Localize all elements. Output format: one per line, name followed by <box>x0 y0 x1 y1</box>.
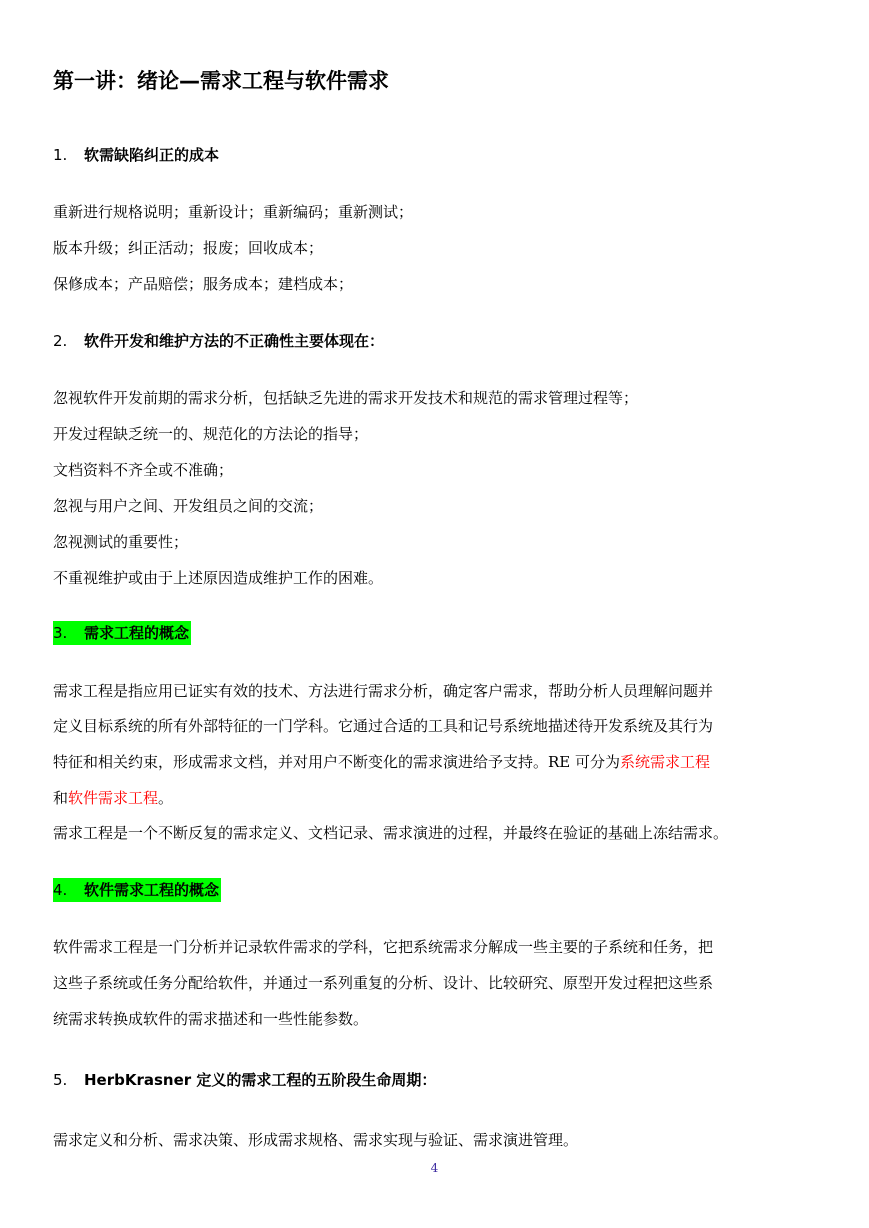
paragraph-line <box>53 751 710 773</box>
red-term-system-re: 系统需求工程 <box>620 753 711 771</box>
paragraph-line: 重新进行规格说明；重新设计；重新编码；重新测试； <box>53 203 414 221</box>
section-2-number: 2. <box>53 332 68 350</box>
paragraph-line: 文档资料不齐全或不准确； <box>53 461 234 479</box>
section-1-heading <box>53 142 219 168</box>
section-3-heading <box>53 620 191 646</box>
highlight-marker <box>53 878 221 902</box>
section-5-heading <box>53 1067 436 1093</box>
section-1-title: 软需缺陷纠正的成本 <box>84 146 220 164</box>
paragraph-line: 软件需求工程是一门分析并记录软件需求的学科，它把系统需求分解成一些主要的子系统和任务，把 <box>53 938 714 956</box>
paragraph-line: 不重视维护或由于上述原因造成维护工作的困难。 <box>53 569 384 587</box>
paragraph-line: 统需求转换成软件的需求描述和一些性能参数。 <box>53 1010 369 1028</box>
paragraph-line: 定义目标系统的所有外部特征的一门学科。它通过合适的工具和记号系统地描述待开发系统及其行为 <box>53 717 714 735</box>
paragraph-line: 忽视与用户之间、开发组员之间的交流； <box>53 497 324 515</box>
paragraph-line: 需求定义和分析、需求决策、形成需求规格、需求实现与验证、需求演进管理。 <box>53 1131 579 1149</box>
paragraph-line: 需求工程是指应用已证实有效的技术、方法进行需求分析，确定客户需求，帮助分析人员理解问题并 <box>53 682 714 700</box>
section-4-heading <box>53 877 221 903</box>
paragraph-line: 版本升级；纠正活动；报废；回收成本； <box>53 239 324 257</box>
paragraph-line: 需求工程是一个不断反复的需求定义、文档记录、需求演进的过程，并最终在验证的基础上冻结需求。 <box>53 824 729 842</box>
section-4-title: 软件需求工程的概念 <box>84 881 220 899</box>
section-2-heading <box>53 328 384 354</box>
paragraph-line: 开发过程缺乏统一的、规范化的方法论的指导； <box>53 425 369 443</box>
paragraph-line: 忽视软件开发前期的需求分析，包括缺乏先进的需求开发技术和规范的需求管理过程等； <box>53 389 639 407</box>
paragraph-text: 和 <box>53 789 69 807</box>
section-3-number: 3. <box>53 624 68 642</box>
paragraph-line: 保修成本；产品赔偿；服务成本；建档成本； <box>53 275 354 293</box>
red-term-software-re: 软件需求工程 <box>68 789 159 807</box>
highlight-marker <box>53 621 191 645</box>
section-5-number: 5. <box>53 1071 68 1089</box>
section-4-number: 4. <box>53 881 68 899</box>
paragraph-text: 。 <box>158 789 174 807</box>
section-1-number: 1. <box>53 146 68 164</box>
paragraph-line: 忽视测试的重要性； <box>53 533 189 551</box>
paragraph-text: 特征和相关约束，形成需求文档，并对用户不断变化的需求演进给予支持。RE 可分为 <box>53 753 621 771</box>
paragraph-line: 这些子系统或任务分配给软件，并通过一系列重复的分析、设计、比较研究、原型开发过程把这些系 <box>53 974 714 992</box>
page-number: 4 <box>430 1161 439 1175</box>
section-3-title: 需求工程的概念 <box>84 624 190 642</box>
section-5-title: HerbKrasner 定义的需求工程的五阶段生命周期： <box>84 1071 437 1089</box>
paragraph-line <box>53 787 173 809</box>
page-title: 第一讲：绪论—需求工程与软件需求 <box>53 69 389 93</box>
section-2-title: 软件开发和维护方法的不正确性主要体现在： <box>84 332 385 350</box>
